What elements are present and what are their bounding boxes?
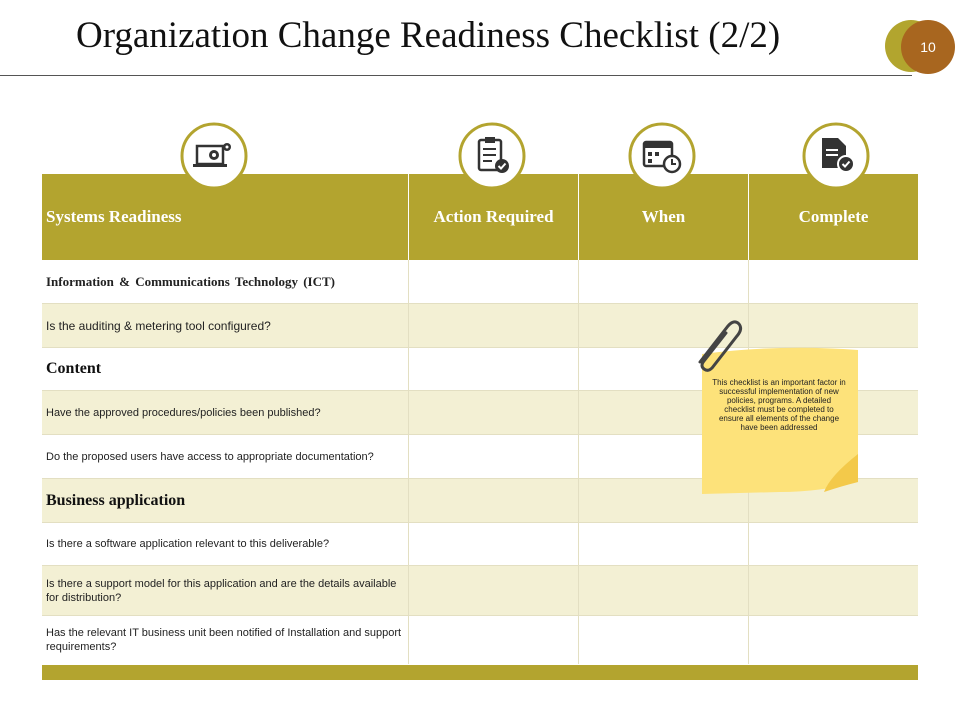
header-when: When [641,207,686,226]
clipboard-checklist-icon [458,122,526,190]
header-systems-readiness: Systems Readiness [46,207,182,226]
page-number-badge: 10 [901,20,955,74]
laptop-gears-icon [180,122,248,190]
table-row [42,523,918,566]
page-title: Organization Change Readiness Checklist (2/2) [76,15,781,56]
column-divider [408,260,409,664]
row-section-ict: Information & Communications Technology (ICT) [46,273,335,289]
table-row [42,304,918,348]
table-row [42,616,918,664]
row-section-content: Content [46,360,102,377]
header-complete: Complete [798,207,869,226]
document-check-icon [802,122,870,190]
row-question: Have the approved procedures/policies been published? [46,406,321,419]
table-footer-bar [42,665,918,680]
title-divider [0,75,912,76]
row-section-business-application: Business application [46,491,186,509]
paperclip-icon [686,314,746,374]
table-row [42,566,918,616]
row-question: Has the relevant IT business unit been notified of Installation and support requirements? [46,627,402,653]
row-question: Is the auditing & metering tool configured? [46,318,271,333]
row-question: Is there a software application relevant to this deliverable? [46,538,330,550]
row-question: Is there a support model for this application and are the details available for distribution? [46,577,397,604]
calendar-clock-icon [628,122,696,190]
sticky-note-text: This checklist is an important factor in successful implementation of new policies, programs. A detailed checklist must be completed to ensure all elements of the change have been addressed [712,378,846,432]
table-row [42,260,918,304]
column-divider [578,260,579,664]
row-question: Do the proposed users have access to appropriate documentation? [46,450,374,463]
header-action-required: Action Required [433,207,554,226]
